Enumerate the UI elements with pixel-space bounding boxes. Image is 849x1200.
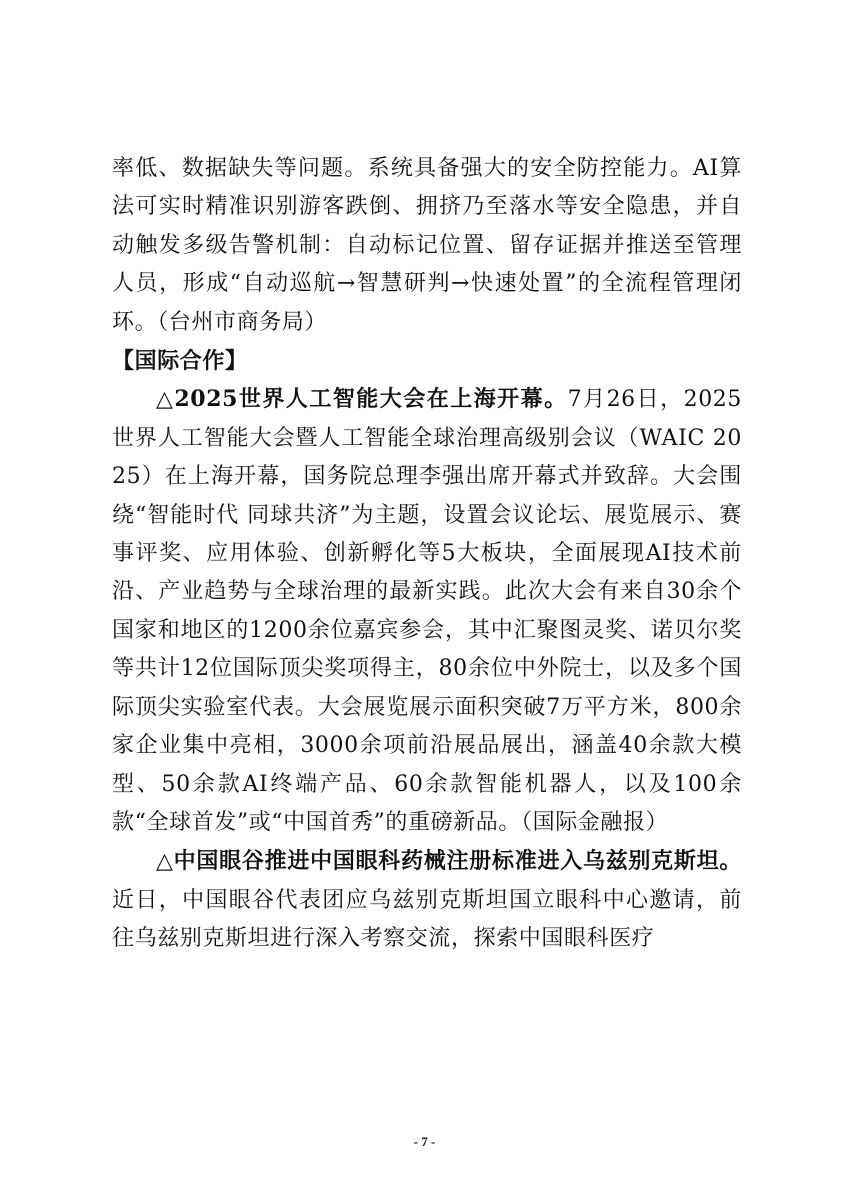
article-headline-eye-valley: △中国眼谷推进中国眼科药械注册标准进入乌兹别克斯坦。 xyxy=(156,848,742,875)
article-body-waic: 7月26日，2025世界人工智能大会暨人工智能全球治理高级别会议（WAIC 2025）在上海开幕，国务院总理李强出席开幕式并致辞。大会围绕“智能时代 同球共济”为主题，设置会议论坛、展览展示、赛事评奖、应用体验、创新孵化等5大板块，全面展现AI技术前沿、产业趋势与全球治理的最新实践。此次大会有来自30余个国家和地区的1200余位嘉宾参会，其中汇聚图灵奖、诺贝尔奖等共计12位国际顶尖奖项得主，80余位中外院士，以及多个国际顶尖实验室代表。大会展览展示面积突破7万平方米，800余家企业集中亮相，3000余项前沿展品展出，涵盖40余款大模型、50余款AI终端产品、60余款智能机器人，以及100余款“全球首发”或“中国首秀”的重磅新品。（国际金融报） xyxy=(112,387,742,835)
section-heading-international-cooperation: 【国际合作】 xyxy=(112,348,248,375)
article-headline-waic: △2025世界人工智能大会在上海开幕。 xyxy=(156,386,568,413)
article-paragraph-waic xyxy=(112,380,742,842)
page-content xyxy=(112,150,742,959)
page-number: - 7 - xyxy=(413,1134,436,1149)
intro-paragraph: 率低、数据缺失等问题。系统具备强大的安全防控能力。AI算法可实时精准识别游客跌倒、拥挤乃至落水等安全隐患，并自动触发多级告警机制：自动标记位置、留存证据并推送至管理人员，形成“自动巡航→智慧研判→快速处置”的全流程管理闭环。（台州市商务局） xyxy=(112,156,742,335)
article-body-eye-valley: 近日，中国眼谷代表团应乌兹别克斯坦国立眼科中心邀请，前往乌兹别克斯坦进行深入考察交流，探索中国眼科医疗 xyxy=(112,887,742,952)
article-paragraph-eye-valley xyxy=(112,842,742,958)
